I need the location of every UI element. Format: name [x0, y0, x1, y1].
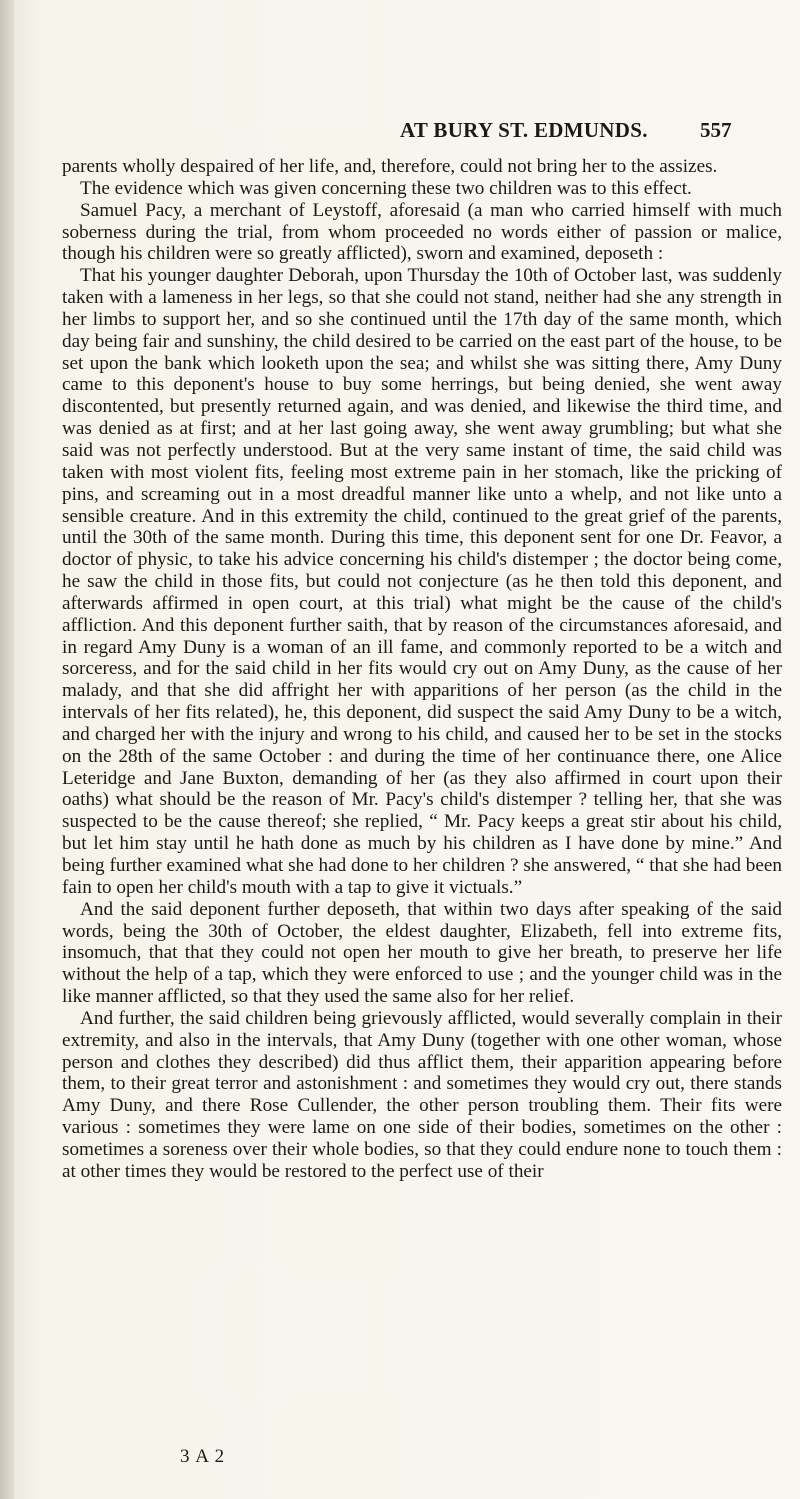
paragraph-continuation: parents wholly despaired of her life, and, therefore, could not bring her to the assizes.: [62, 156, 718, 177]
paragraph-deborah-testimony: That his younger daughter Deborah, upon Thursday the 10th of October last, was suddenly taken with a lameness in her legs, so that she could not stand, neither had she any strength in her limbs to support her, and so she continued until the 17th day of the same month, which day being fair and sunshiny, the child desired to be carried on the east part of the house, to be set upon the bank which looketh upon the sea; and whilst she was sitting there, Amy Duny came to this deponent's house to buy some herrings, but being denied, she went away discontented, but presently returned again, and was denied, and likewise the third time, and was denied as at first; and at her last going away, she went away grumbling; but what she said was not perfectly understood. But at the very same instant of time, the said child was taken with most violent fits, feeling most extreme pain in her stomach, like the pricking of pins, and screaming out in a most dreadful manner like unto a whelp, and not like unto a sensible creature. And in this extremity the child, continued to the great grief of the parents, until the 30th of the same month. During this time, this deponent sent for one Dr. Feavor, a doctor of physic, to take his advice concerning his child's distemper ; the doctor being come, he saw the child in those fits, but could not conjecture (as he then told this deponent, and afterwards affirmed in open court, at this trial) what might be the cause of the child's affliction. And this deponent further saith, that by reason of the circumstances aforesaid, and in regard Amy Duny is a woman of an ill fame, and commonly reported to be a witch and sorceress, and for the said child in her fits would cry out on Amy Duny, as the cause of her malady, and that she did affright her with apparitions of her person (as the child in the intervals of her fits related), he, this deponent, did suspect the said Amy Duny to be a witch, and charged her with the injury and wrong to his child, and caused her to be set in the stocks on the 28th of the same October : and during the time of her continuance there, one Alice Leteridge and Jane Buxton, demanding of her (as they also affirmed in court upon their oaths) what should be the reason of Mr. Pacy's child's distemper ? telling her, that she was suspected to be the cause thereof; she replied, “ Mr. Pacy keeps a great stir about his child, but let him stay until he hath done as much by his children as I have done by mine.” And being further examined what she had done to her children ? she answered, “ that she had been fain to open her child's mouth with a tap to give it victuals.”: [62, 265, 782, 898]
paragraph-samuel-pacy: Samuel Pacy, a merchant of Leystoff, aforesaid (a man who carried himself with much soberness during the trial, from whom proceeded no words either of passion or malice, though his children were so greatly afflicted), sworn and examined, deposeth :: [62, 199, 782, 265]
paragraph-children-afflicted: And further, the said children being grievously afflicted, would severally complain in their extremity, and also in the intervals, that Amy Duny (together with one other woman, whose person and clothes they described) did thus afflict them, their apparition appearing before them, to their great terror and astonishment : and sometimes they would cry out, there stands Amy Duny, and there Rose Cullender, the other person troubling them. Their fits were various : sometimes they were lame on one side of their bodies, sometimes on the other : sometimes a soreness over their whole bodies, so that they could endure none to touch them : at other times they would be restored to the perfect use of their: [62, 1007, 782, 1182]
page-number: 557: [700, 118, 732, 142]
page-gutter: [0, 0, 14, 1499]
running-head: AT BURY ST. EDMUNDS.: [400, 118, 648, 142]
body-text: [62, 156, 782, 1183]
paragraph-further-deposition: And the said deponent further deposeth, that within two days after speaking of the said words, being the 30th of October, the eldest daughter, Elizabeth, fell into extreme fits, insomuch, that that they could not open her mouth to give her breath, to preserve her life without the help of a tap, which they were enforced to use ; and the younger child was in the like manner afflicted, so that they used the same also for her relief.: [62, 898, 782, 1008]
page-header: [0, 118, 800, 142]
paragraph-evidence-intro: The evidence which was given concerning these two children was to this effect.: [80, 177, 692, 199]
signature-mark: 3 A 2: [180, 1446, 226, 1467]
